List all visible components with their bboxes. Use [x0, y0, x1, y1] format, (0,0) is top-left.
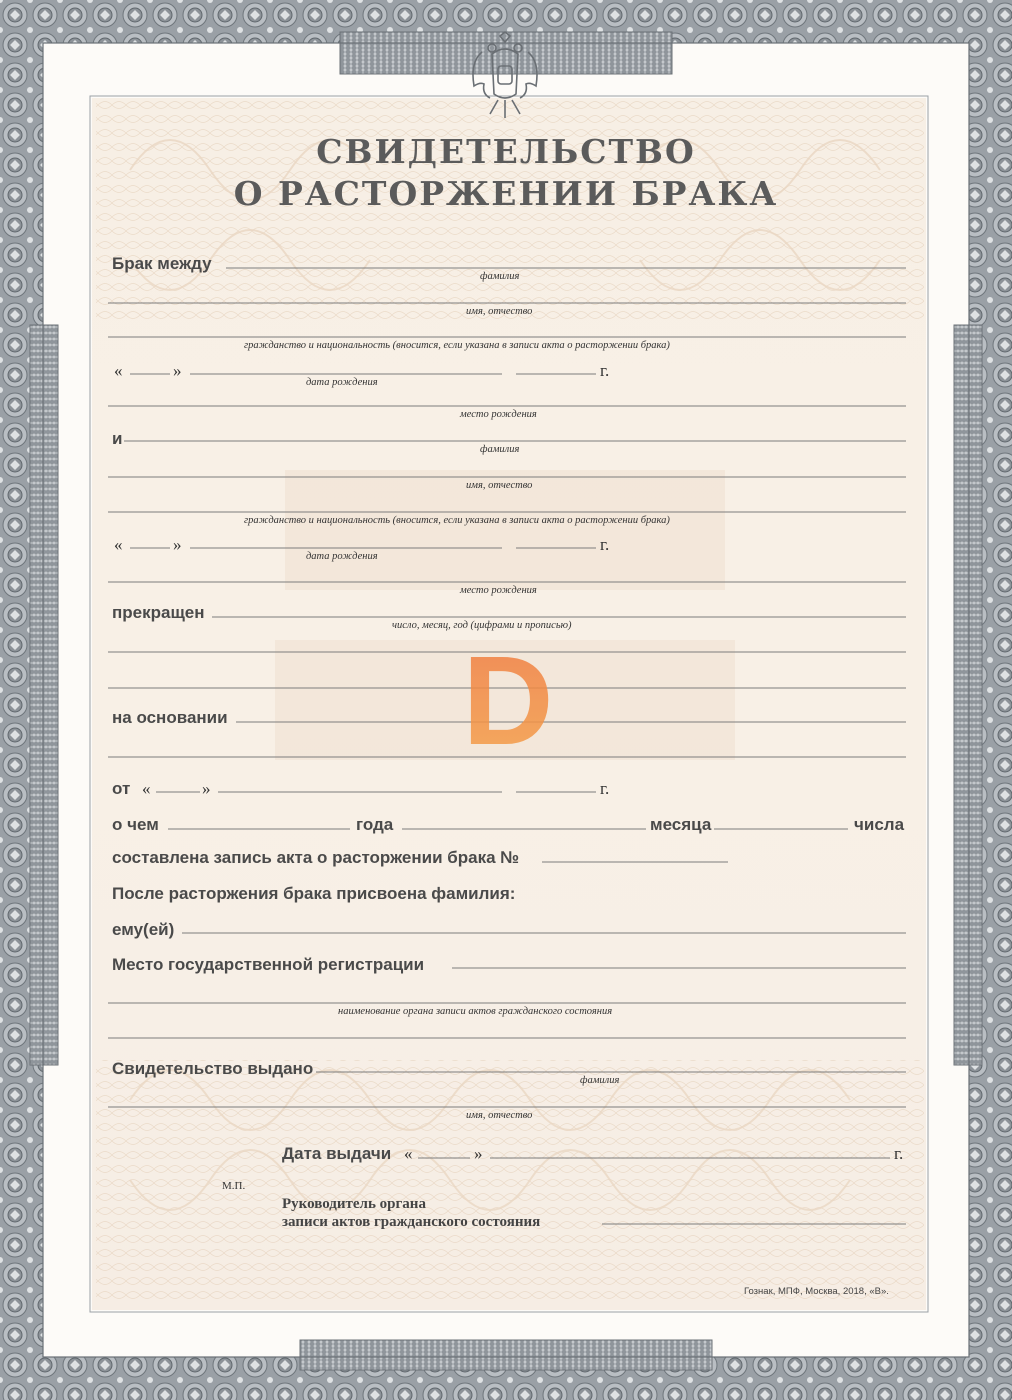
label-day-word: числа [854, 815, 905, 834]
hint-name-3: имя, отчество [466, 1110, 533, 1121]
hint-birthdate-1: дата рождения [306, 377, 378, 388]
printer-imprint: Гознак, МПФ, Москва, 2018, «В». [744, 1286, 889, 1297]
year-suffix-1: г. [600, 361, 610, 380]
hint-surname-1: фамилия [480, 271, 520, 282]
quote-open-2: « [114, 535, 123, 554]
label-month-word: месяца [650, 815, 712, 834]
label-to-him-her: ему(ей) [112, 920, 175, 939]
quote-close-4: » [474, 1144, 483, 1163]
hint-birthplace-1: место рождения [460, 409, 537, 420]
quote-open-1: « [114, 361, 123, 380]
hint-name-2: имя, отчество [466, 480, 533, 491]
label-about-which: о чем [112, 815, 159, 834]
quote-close-1: » [173, 361, 182, 380]
label-head-line-1: Руководитель органа [282, 1196, 426, 1212]
label-head-line-2: записи актов гражданского состояния [282, 1214, 541, 1230]
hint-citizenship-1: гражданство и национальность (вносится, если указана в записи акта о расторжении брака) [244, 340, 670, 351]
label-issued-to: Свидетельство выдано [112, 1059, 314, 1078]
stamp-place-label: М.П. [222, 1180, 246, 1192]
letter-mark-text: D [462, 642, 554, 754]
quote-close-3: » [202, 779, 211, 798]
title-line-1: СВИДЕТЕЛЬСТВО [316, 132, 696, 171]
label-record-compiled: составлена запись акта о расторжении брака № [112, 848, 520, 867]
quote-open-3: « [142, 779, 151, 798]
hint-name-1: имя, отчество [466, 306, 533, 317]
hint-surname-3: фамилия [580, 1075, 620, 1086]
hint-date-full: число, месяц, год (цифрами и прописью) [392, 620, 572, 631]
label-issue-date: Дата выдачи [282, 1144, 392, 1163]
quote-close-2: » [173, 535, 182, 554]
letter-mark-d [456, 642, 560, 754]
hint-birthdate-2: дата рождения [306, 551, 378, 562]
year-suffix-3: г. [600, 779, 610, 798]
year-suffix-4: г. [894, 1144, 904, 1163]
hint-surname-2: фамилия [480, 444, 520, 455]
hint-citizenship-2: гражданство и национальность (вносится, если указана в записи акта о расторжении брака) [244, 515, 670, 526]
label-year-word: года [356, 815, 394, 834]
label-and: и [112, 429, 123, 448]
hint-birthplace-2: место рождения [460, 585, 537, 596]
label-marriage-between: Брак между [112, 254, 212, 273]
title-line-2: О РАСТОРЖЕНИИ БРАКА [233, 174, 779, 213]
label-on-basis: на основании [112, 708, 228, 727]
year-suffix-2: г. [600, 535, 610, 554]
quote-open-4: « [404, 1144, 413, 1163]
label-registration-place: Место государственной регистрации [112, 955, 425, 974]
hint-registry-office: наименование органа записи актов гражданского состояния [338, 1006, 613, 1017]
label-from: от [112, 779, 131, 798]
label-after-divorce: После расторжения брака присвоена фамилия: [112, 884, 516, 903]
label-terminated: прекращен [112, 603, 205, 622]
